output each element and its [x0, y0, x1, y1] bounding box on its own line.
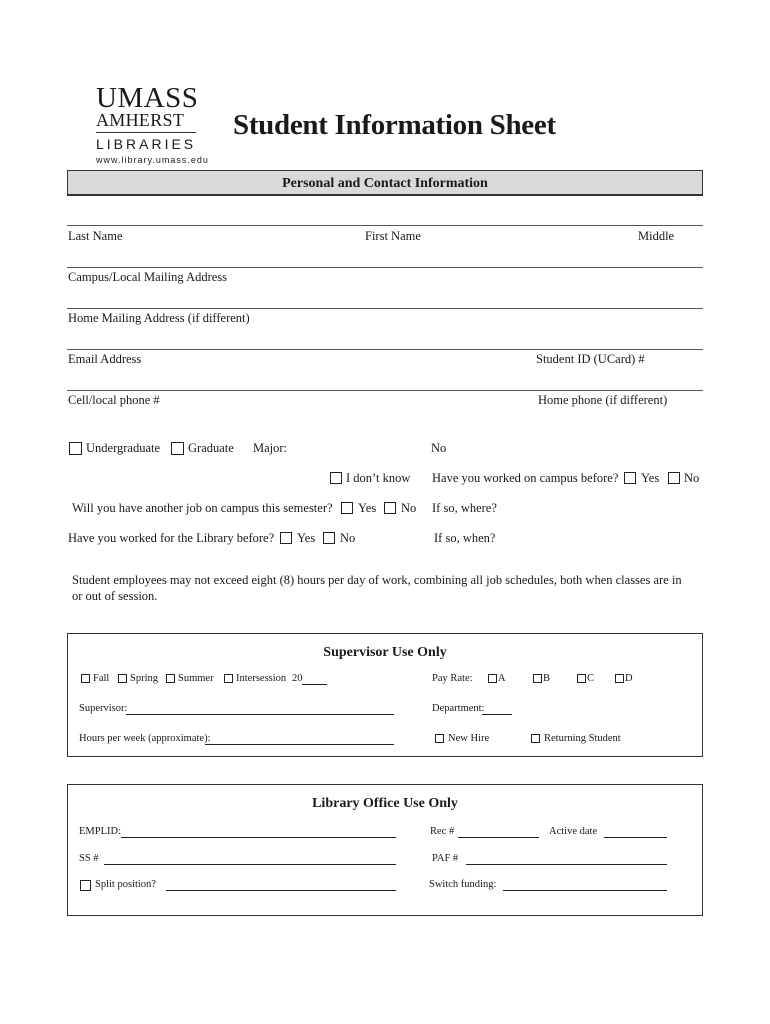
pay-rate-label: Pay Rate:: [432, 673, 473, 684]
summer-checkbox[interactable]: [166, 674, 175, 683]
logo-divider: [96, 132, 196, 133]
switch-funding-label: Switch funding:: [429, 879, 497, 890]
worked-campus-no-checkbox[interactable]: [668, 472, 680, 484]
worked-library-no-checkbox[interactable]: [323, 532, 335, 544]
logo-umass: UMASS: [96, 82, 199, 114]
office-heading: Library Office Use Only: [312, 796, 458, 811]
no-label-top: No: [431, 441, 447, 455]
rec-label: Rec #: [430, 826, 455, 837]
rate-a-checkbox[interactable]: [488, 674, 497, 683]
rate-b-label: B: [543, 673, 551, 684]
emplid-field[interactable]: [121, 837, 396, 838]
middle-label: Middle: [638, 229, 675, 243]
rate-c-checkbox[interactable]: [577, 674, 586, 683]
split-position-checkbox[interactable]: [80, 880, 91, 891]
hours-per-week-field[interactable]: [205, 744, 394, 745]
supervisor-label: Supervisor:: [79, 703, 128, 714]
section-header-personal: [67, 170, 703, 196]
email-label: Email Address: [68, 352, 142, 366]
another-job-no-checkbox[interactable]: [384, 502, 396, 514]
returning-student-label: Returning Student: [544, 733, 621, 744]
rate-b-checkbox[interactable]: [533, 674, 542, 683]
intersession-checkbox[interactable]: [224, 674, 233, 683]
hours-per-week-label: Hours per week (approximate):: [79, 733, 211, 744]
worked-campus-yes-checkbox[interactable]: [624, 472, 636, 484]
rule: [67, 349, 703, 350]
split-position-field[interactable]: [166, 890, 396, 891]
returning-student-checkbox[interactable]: [531, 734, 540, 743]
paf-label: PAF #: [432, 853, 459, 864]
supervisor-heading: Supervisor Use Only: [323, 645, 447, 660]
rule: [67, 308, 703, 309]
split-position-label: Split position?: [95, 879, 156, 890]
logo-url: www.library.umass.edu: [96, 155, 209, 165]
home-address-label: Home Mailing Address (if different): [68, 311, 250, 325]
rate-a-label: A: [498, 673, 506, 684]
rec-field[interactable]: [458, 837, 539, 838]
worked-library-no-label: No: [340, 531, 356, 545]
spring-label: Spring: [130, 673, 159, 684]
i-dont-know-label: I don’t know: [346, 471, 411, 485]
rule: [67, 267, 703, 268]
rule: [67, 390, 703, 391]
ss-field[interactable]: [104, 864, 396, 865]
fall-label: Fall: [93, 673, 110, 684]
new-hire-checkbox[interactable]: [435, 734, 444, 743]
supervisor-field[interactable]: [126, 714, 394, 715]
spring-checkbox[interactable]: [118, 674, 127, 683]
intersession-label: Intersession: [236, 673, 287, 684]
hours-notice-line2: or out of session.: [72, 589, 158, 603]
logo-libraries: LIBRARIES: [96, 136, 197, 152]
if-so-where-label: If so, where?: [432, 501, 497, 515]
if-so-when-label: If so, when?: [434, 531, 496, 545]
first-name-label: First Name: [365, 229, 421, 243]
another-job-no-label: No: [401, 501, 417, 515]
page-title: Student Information Sheet: [233, 109, 556, 141]
rule: [67, 225, 703, 226]
hours-notice-line1: Student employees may not exceed eight (8) hours per day of work, combining all job schedules, both when classes are in: [72, 573, 682, 587]
worked-campus-label: Have you worked on campus before?: [432, 471, 619, 485]
fall-checkbox[interactable]: [81, 674, 90, 683]
cell-phone-label: Cell/local phone #: [68, 393, 160, 407]
another-job-yes-label: Yes: [358, 501, 377, 515]
another-job-label: Will you have another job on campus this semester?: [72, 501, 333, 515]
worked-library-yes-checkbox[interactable]: [280, 532, 292, 544]
graduate-checkbox[interactable]: [171, 442, 184, 455]
last-name-label: Last Name: [68, 229, 123, 243]
undergraduate-checkbox[interactable]: [69, 442, 82, 455]
logo-amherst: AMHERST: [96, 110, 185, 130]
section-heading: Personal and Contact Information: [282, 176, 488, 191]
active-date-field[interactable]: [604, 837, 667, 838]
new-hire-label: New Hire: [448, 733, 490, 744]
worked-campus-no-label: No: [684, 471, 700, 485]
major-label: Major:: [253, 441, 288, 455]
another-job-yes-checkbox[interactable]: [341, 502, 353, 514]
worked-campus-yes-label: Yes: [641, 471, 660, 485]
rate-c-label: C: [587, 673, 595, 684]
i-dont-know-checkbox[interactable]: [330, 472, 342, 484]
undergraduate-label: Undergraduate: [86, 441, 161, 455]
rate-d-checkbox[interactable]: [615, 674, 624, 683]
year-field[interactable]: [302, 684, 327, 685]
department-label: Department:: [432, 703, 485, 714]
graduate-label: Graduate: [188, 441, 234, 455]
switch-funding-field[interactable]: [503, 890, 667, 891]
emplid-label: EMPLID:: [79, 826, 121, 837]
campus-address-label: Campus/Local Mailing Address: [68, 270, 228, 284]
worked-library-yes-label: Yes: [297, 531, 316, 545]
ss-label: SS #: [79, 853, 99, 864]
worked-library-label: Have you worked for the Library before?: [68, 531, 275, 545]
rate-d-label: D: [625, 673, 633, 684]
home-phone-label: Home phone (if different): [538, 393, 668, 407]
summer-label: Summer: [178, 673, 214, 684]
active-date-label: Active date: [549, 826, 598, 837]
year-prefix: 20: [292, 673, 303, 684]
department-field[interactable]: [482, 714, 512, 715]
paf-field[interactable]: [466, 864, 667, 865]
student-id-label: Student ID (UCard) #: [536, 352, 645, 366]
